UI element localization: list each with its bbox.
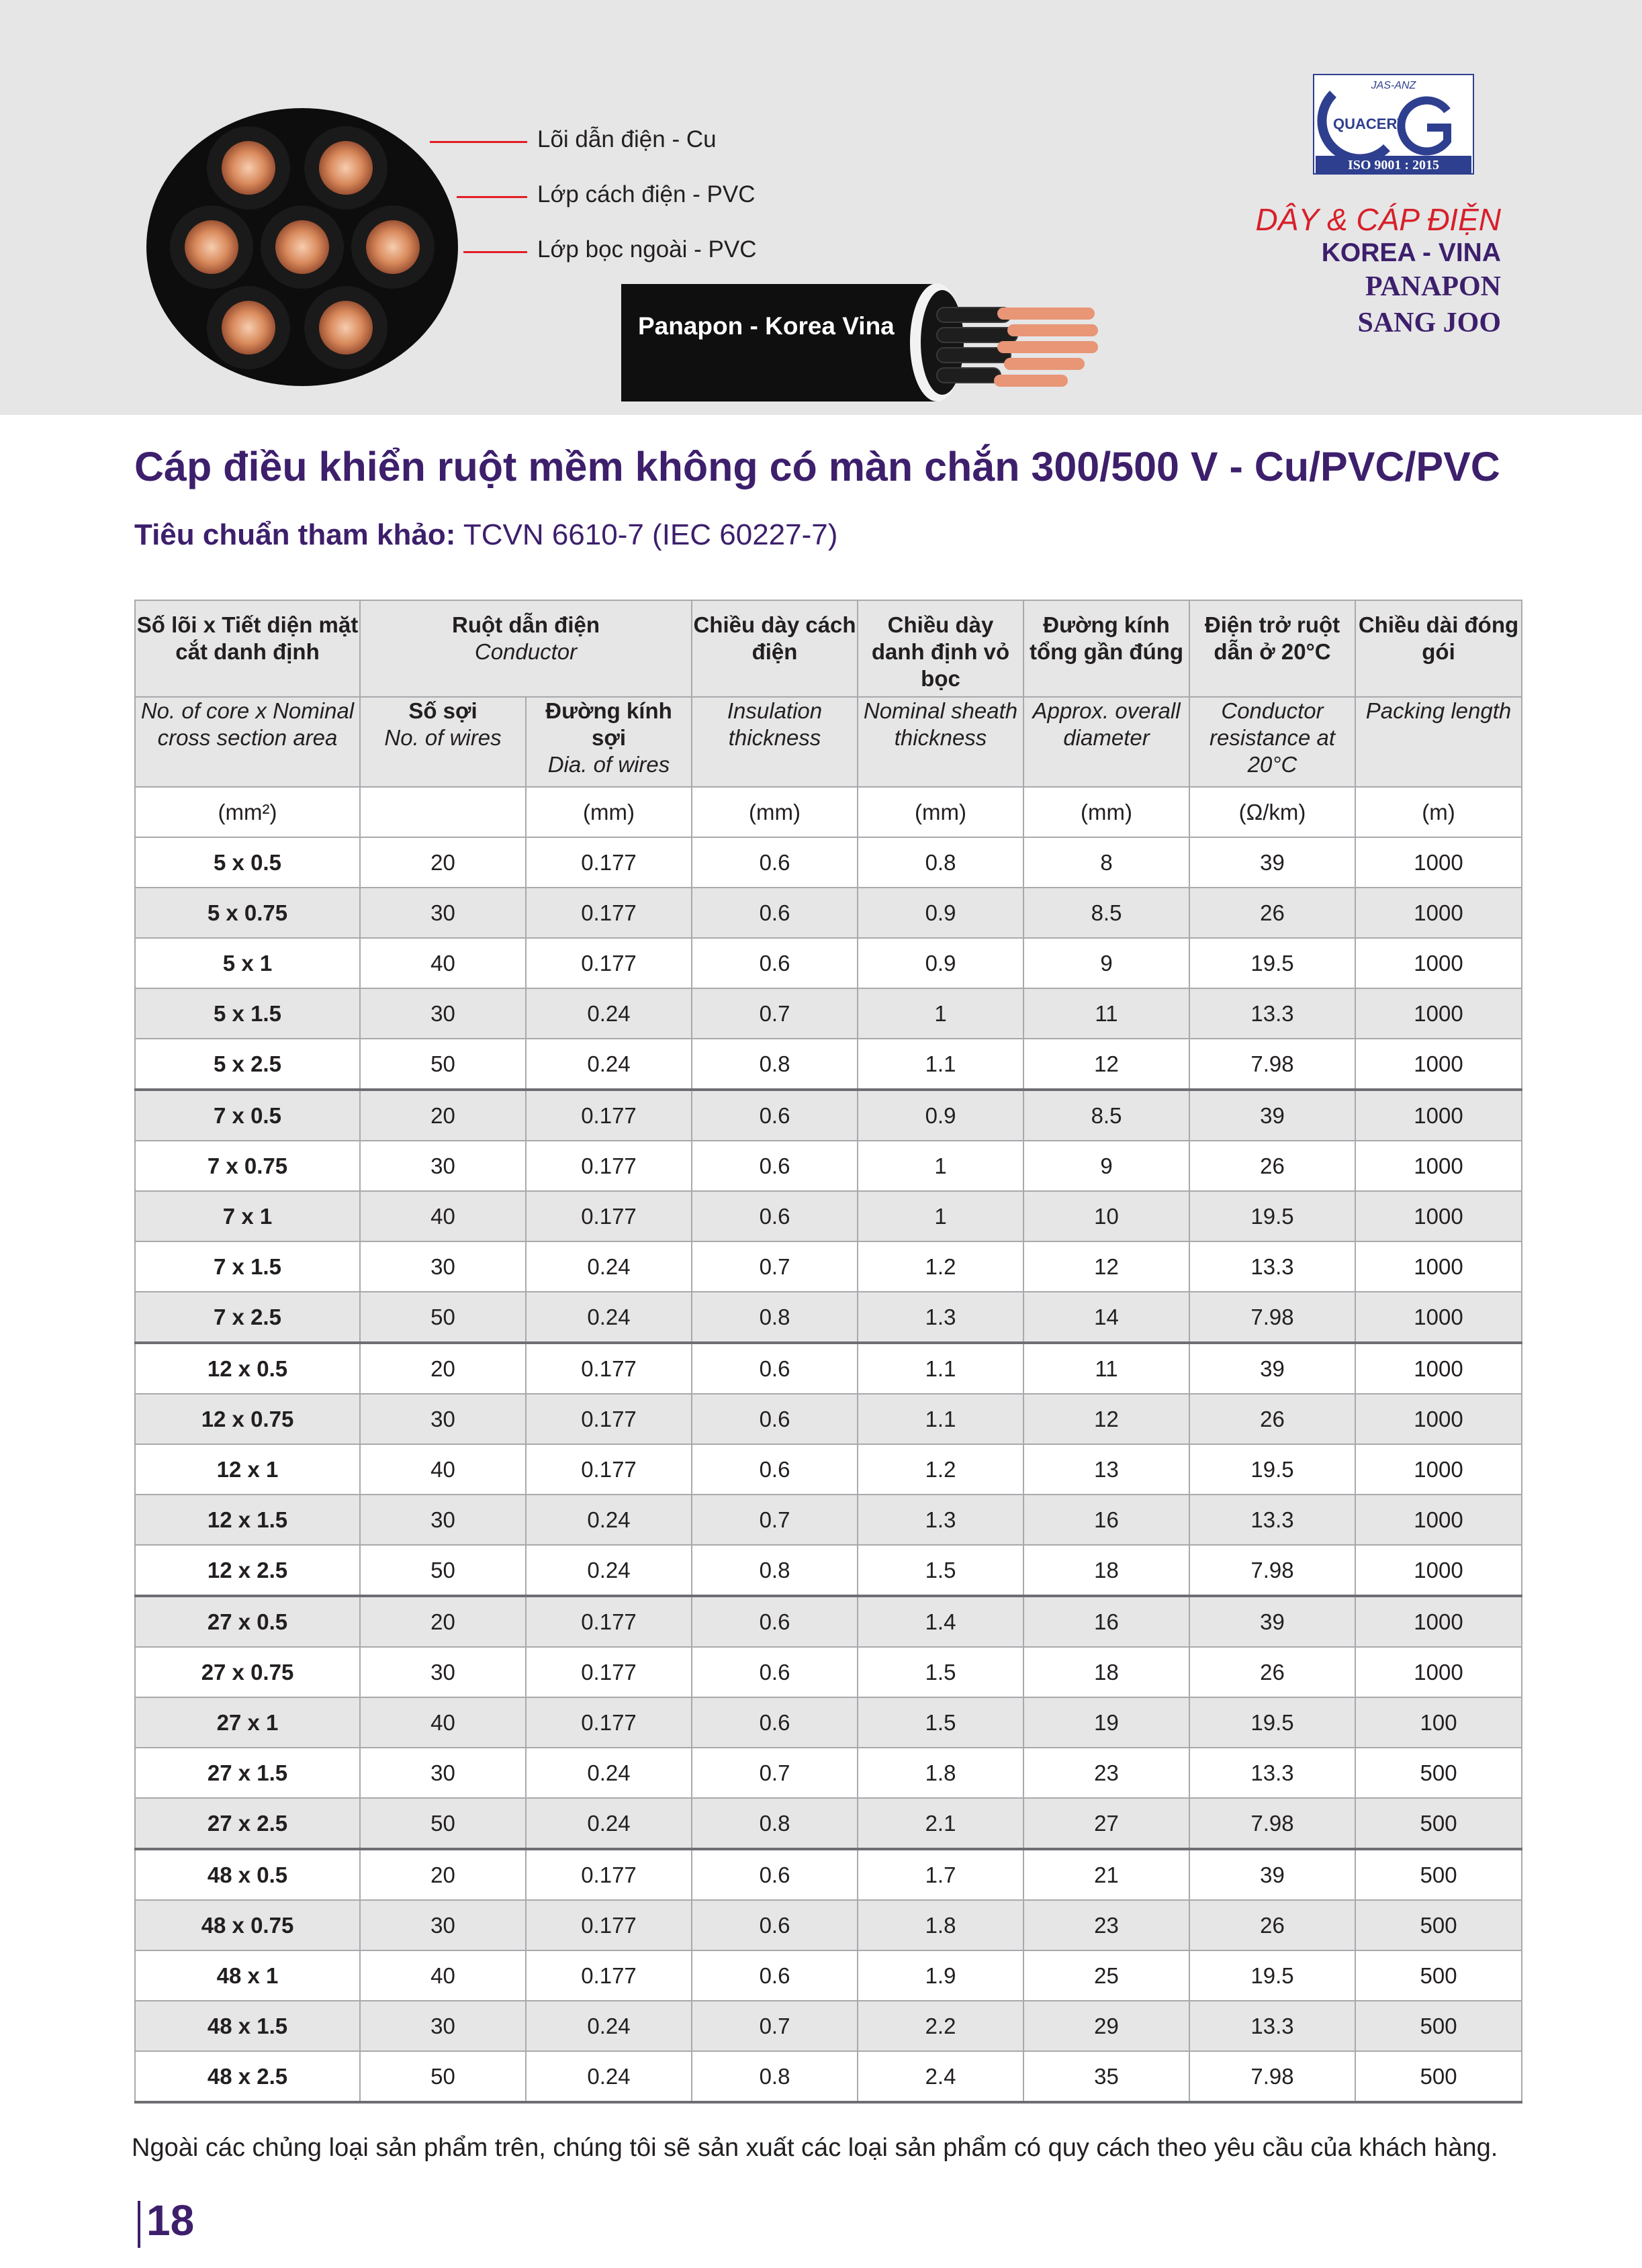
table-cell: 1000 [1355, 1647, 1522, 1697]
table-cell: 0.177 [526, 837, 692, 888]
row-core-section: 48 x 1.5 [135, 2001, 360, 2051]
table-cell: 0.6 [692, 1849, 858, 1900]
page-number: 18 [146, 2196, 195, 2245]
header-core-section: Số lõi x Tiết diện mặt cắt danh định [135, 600, 360, 697]
table-cell: 0.177 [526, 1394, 692, 1444]
table-cell: 0.6 [692, 1950, 858, 2001]
row-core-section: 5 x 0.75 [135, 888, 360, 938]
unit-cell: (mm) [858, 787, 1023, 837]
header-sheath: Chiều dày danh định vỏ bọc [858, 600, 1023, 697]
brand-line-3: PANAPON [1365, 271, 1501, 302]
table-cell: 0.177 [526, 1900, 692, 1950]
table-cell: 0.6 [692, 1191, 858, 1241]
table-row [135, 1697, 1522, 1748]
table-cell: 0.177 [526, 1849, 692, 1900]
table-cell: 39 [1189, 1849, 1355, 1900]
table-cell: 19.5 [1189, 1444, 1355, 1495]
table-cell: 0.6 [692, 837, 858, 888]
table-cell: 18 [1023, 1647, 1189, 1697]
row-core-section: 12 x 0.75 [135, 1394, 360, 1444]
header-resistance-en: Conductor resistance at 20°C [1189, 697, 1355, 787]
table-cell: 0.6 [692, 1444, 858, 1495]
table-row [135, 837, 1522, 888]
table-cell: 1000 [1355, 1141, 1522, 1191]
table-cell: 1000 [1355, 1191, 1522, 1241]
standard-label: Tiêu chuẩn tham khảo: [134, 518, 456, 551]
table-cell: 1000 [1355, 888, 1522, 938]
table-cell: 7.98 [1189, 1798, 1355, 1849]
row-core-section: 12 x 2.5 [135, 1545, 360, 1596]
table-cell: 12 [1023, 1241, 1189, 1292]
unit-cell: (mm²) [135, 787, 360, 837]
table-cell: 0.9 [858, 888, 1023, 938]
table-cell: 40 [360, 1444, 526, 1495]
table-cell: 39 [1189, 1343, 1355, 1394]
table-cell: 0.7 [692, 1748, 858, 1798]
table-row [135, 2051, 1522, 2102]
header-dia-en: Dia. of wires [547, 752, 670, 777]
table-row [135, 1090, 1522, 1141]
table-cell: 1000 [1355, 1039, 1522, 1090]
table-cell: 0.177 [526, 1950, 692, 2001]
table-row [135, 1545, 1522, 1596]
unit-cell: (m) [1355, 787, 1522, 837]
table-cell: 20 [360, 837, 526, 888]
table-cell: 500 [1355, 1748, 1522, 1798]
table-cell: 1000 [1355, 1596, 1522, 1647]
row-core-section: 7 x 2.5 [135, 1292, 360, 1343]
header-insulation-en: Insulation thickness [692, 697, 858, 787]
table-cell: 35 [1023, 2051, 1189, 2102]
table-cell: 0.6 [692, 888, 858, 938]
row-core-section: 5 x 1 [135, 938, 360, 988]
table-cell: 1.8 [858, 1748, 1023, 1798]
legend-leader-line [430, 141, 527, 143]
table-cell: 40 [360, 1191, 526, 1241]
table-cell: 2.1 [858, 1798, 1023, 1849]
table-cell: 0.6 [692, 1090, 858, 1141]
header-conductor-en: Conductor [474, 639, 578, 664]
table-cell: 13.3 [1189, 2001, 1355, 2051]
header-wires-vn: Số sợi [408, 698, 477, 723]
header-dia [526, 697, 692, 787]
table-row [135, 1849, 1522, 1900]
table-cell: 2.2 [858, 2001, 1023, 2051]
table-cell: 1000 [1355, 938, 1522, 988]
table-cell: 1.1 [858, 1343, 1023, 1394]
table-cell: 0.7 [692, 2001, 858, 2051]
table-cell: 50 [360, 2051, 526, 2102]
row-core-section: 5 x 1.5 [135, 988, 360, 1039]
table-cell: 39 [1189, 1090, 1355, 1141]
header-row-vn [135, 600, 1522, 697]
table-row [135, 1596, 1522, 1647]
table-cell: 1000 [1355, 1343, 1522, 1394]
table-cell: 19.5 [1189, 1950, 1355, 2001]
table-cell: 0.24 [526, 2001, 692, 2051]
cert-iso: ISO 9001 : 2015 [1347, 158, 1440, 173]
table-row [135, 1798, 1522, 1849]
table-cell: 39 [1189, 837, 1355, 888]
table-cell: 20 [360, 1090, 526, 1141]
table-cell: 1.9 [858, 1950, 1023, 2001]
table-cell: 0.177 [526, 1191, 692, 1241]
table-cell: 0.8 [692, 1039, 858, 1090]
table-cell: 500 [1355, 1798, 1522, 1849]
table-cell: 1000 [1355, 1241, 1522, 1292]
table-cell: 40 [360, 1950, 526, 2001]
header-dia-vn: Đường kính sợi [545, 698, 672, 750]
table-cell: 1.5 [858, 1697, 1023, 1748]
footnote: Ngoài các chủng loại sản phẩm trên, chúng tôi sẽ sản xuất các loại sản phẩm có quy cách theo yêu cầu của khách hàng. [132, 2134, 1498, 2162]
legend-conductor: Lõi dẫn điện - Cu [537, 126, 717, 152]
table-cell: 1.8 [858, 1900, 1023, 1950]
table-cell: 0.24 [526, 1292, 692, 1343]
table-cell: 0.6 [692, 1343, 858, 1394]
table-cell: 1000 [1355, 1444, 1522, 1495]
row-core-section: 27 x 0.75 [135, 1647, 360, 1697]
table-row [135, 888, 1522, 938]
table-cell: 100 [1355, 1697, 1522, 1748]
table-cell: 1.3 [858, 1292, 1023, 1343]
table-cell: 14 [1023, 1292, 1189, 1343]
table-cell: 8.5 [1023, 888, 1189, 938]
table-cell: 1.7 [858, 1849, 1023, 1900]
table-cell: 1000 [1355, 1545, 1522, 1596]
table-cell: 500 [1355, 2001, 1522, 2051]
row-core-section: 7 x 0.75 [135, 1141, 360, 1191]
table-cell: 18 [1023, 1545, 1189, 1596]
table-cell: 29 [1023, 2001, 1189, 2051]
table-cell: 27 [1023, 1798, 1189, 1849]
table-cell: 19.5 [1189, 1191, 1355, 1241]
table-cell: 12 [1023, 1394, 1189, 1444]
table-cell: 1000 [1355, 1292, 1522, 1343]
table-cell: 0.177 [526, 888, 692, 938]
row-core-section: 5 x 0.5 [135, 837, 360, 888]
table-cell: 10 [1023, 1191, 1189, 1241]
table-cell: 50 [360, 1798, 526, 1849]
header-sheath-en: Nominal sheath thickness [858, 697, 1023, 787]
table-cell: 30 [360, 1495, 526, 1545]
header-wires-en: No. of wires [384, 725, 502, 750]
table-row [135, 1343, 1522, 1394]
table-cell: 0.24 [526, 988, 692, 1039]
table-cell: 1000 [1355, 1495, 1522, 1545]
table-cell: 0.24 [526, 1545, 692, 1596]
table-cell: 1000 [1355, 988, 1522, 1039]
table-cell: 500 [1355, 2051, 1522, 2102]
brand-line-1: DÂY & CÁP ĐIỆN [1255, 202, 1501, 237]
table-body [135, 837, 1522, 2102]
table-cell: 1.2 [858, 1241, 1023, 1292]
table-cell: 50 [360, 1292, 526, 1343]
table-cell: 0.6 [692, 938, 858, 988]
quacert-iso-logo [1313, 74, 1474, 175]
table-cell: 25 [1023, 1950, 1189, 2001]
header-row-en [135, 697, 1522, 787]
table-cell: 9 [1023, 938, 1189, 988]
table-cell: 26 [1189, 1141, 1355, 1191]
table-cell: 0.8 [858, 837, 1023, 888]
table-cell: 9 [1023, 1141, 1189, 1191]
table-cell: 0.9 [858, 1090, 1023, 1141]
table-cell: 8 [1023, 837, 1189, 888]
units-row [135, 787, 1522, 837]
table-cell: 26 [1189, 1647, 1355, 1697]
row-core-section: 48 x 2.5 [135, 2051, 360, 2102]
page-title: Cáp điều khiển ruột mềm không có màn chắn 300/500 V - Cu/PVC/PVC [134, 444, 1500, 489]
row-core-section: 27 x 1 [135, 1697, 360, 1748]
table-cell: 1.3 [858, 1495, 1023, 1545]
table-cell: 7.98 [1189, 1292, 1355, 1343]
page-number-bar [138, 2201, 140, 2248]
header-insulation: Chiều dày cách điện [692, 600, 858, 697]
table-cell: 11 [1023, 1343, 1189, 1394]
table-row [135, 1141, 1522, 1191]
row-core-section: 5 x 2.5 [135, 1039, 360, 1090]
legend-insulation: Lớp cách điện - PVC [537, 181, 756, 207]
table-cell: 0.6 [692, 1394, 858, 1444]
table-cell: 40 [360, 938, 526, 988]
table-cell: 16 [1023, 1495, 1189, 1545]
table-row [135, 1241, 1522, 1292]
table-cell: 0.6 [692, 1900, 858, 1950]
table-row [135, 1647, 1522, 1697]
cable-side-image [621, 281, 1105, 408]
row-core-section: 7 x 0.5 [135, 1090, 360, 1141]
table-cell: 0.8 [692, 1798, 858, 1849]
table-cell: 19.5 [1189, 938, 1355, 988]
table-cell: 30 [360, 988, 526, 1039]
table-cell: 500 [1355, 1900, 1522, 1950]
table-cell: 21 [1023, 1849, 1189, 1900]
table-cell: 26 [1189, 1900, 1355, 1950]
table-row [135, 988, 1522, 1039]
brand-line-4: SANG JOO [1357, 308, 1501, 338]
standard-reference [134, 518, 837, 552]
table-cell: 1.5 [858, 1545, 1023, 1596]
table-cell: 0.6 [692, 1647, 858, 1697]
table-cell: 13.3 [1189, 1241, 1355, 1292]
table-cell: 7.98 [1189, 2051, 1355, 2102]
table-cell: 1.1 [858, 1039, 1023, 1090]
row-core-section: 27 x 1.5 [135, 1748, 360, 1798]
table-cell: 23 [1023, 1748, 1189, 1798]
table-cell: 0.8 [692, 1292, 858, 1343]
table-cell: 0.24 [526, 1798, 692, 1849]
unit-cell: (mm) [526, 787, 692, 837]
table-cell: 0.177 [526, 1444, 692, 1495]
table-row [135, 1039, 1522, 1090]
table-cell: 1.1 [858, 1394, 1023, 1444]
table-cell: 20 [360, 1343, 526, 1394]
table-cell: 0.177 [526, 1141, 692, 1191]
table-cell: 0.6 [692, 1596, 858, 1647]
table-cell: 20 [360, 1596, 526, 1647]
table-cell: 0.24 [526, 1241, 692, 1292]
table-row [135, 1292, 1522, 1343]
row-core-section: 7 x 1 [135, 1191, 360, 1241]
table-cell: 1000 [1355, 837, 1522, 888]
legend-leader-line [457, 196, 527, 198]
row-core-section: 48 x 1 [135, 1950, 360, 2001]
row-core-section: 7 x 1.5 [135, 1241, 360, 1292]
table-cell: 1.5 [858, 1647, 1023, 1697]
table-row [135, 2001, 1522, 2051]
table-cell: 26 [1189, 1394, 1355, 1444]
table-cell: 30 [360, 888, 526, 938]
table-cell: 500 [1355, 1950, 1522, 2001]
table-cell: 0.24 [526, 2051, 692, 2102]
cable-label: Panapon - Korea Vina [638, 312, 895, 340]
table-cell: 500 [1355, 1849, 1522, 1900]
table-cell: 0.177 [526, 938, 692, 988]
header-packing: Chiều dài đóng gói [1355, 600, 1522, 697]
table-cell: 13 [1023, 1444, 1189, 1495]
table-cell: 7.98 [1189, 1545, 1355, 1596]
table-cell: 8.5 [1023, 1090, 1189, 1141]
spec-table [134, 600, 1522, 2104]
table-cell: 0.9 [858, 938, 1023, 988]
table-cell: 0.7 [692, 1241, 858, 1292]
brand-line-2: KOREA - VINA [1321, 238, 1501, 267]
table-cell: 30 [360, 1241, 526, 1292]
unit-cell [360, 787, 526, 837]
header-core-section-en: No. of core x Nominal cross section area [135, 697, 360, 787]
row-core-section: 48 x 0.75 [135, 1900, 360, 1950]
table-cell: 16 [1023, 1596, 1189, 1647]
table-cell: 26 [1189, 888, 1355, 938]
table-cell: 30 [360, 1141, 526, 1191]
standard-value: TCVN 6610-7 (IEC 60227-7) [463, 518, 838, 551]
unit-cell: (mm) [692, 787, 858, 837]
table-cell: 19 [1023, 1697, 1189, 1748]
table-cell: 7.98 [1189, 1039, 1355, 1090]
table-cell: 1000 [1355, 1394, 1522, 1444]
table-cell: 13.3 [1189, 988, 1355, 1039]
table-row [135, 938, 1522, 988]
table-cell: 30 [360, 1394, 526, 1444]
legend-outer-sheath: Lớp bọc ngoài - PVC [537, 236, 757, 263]
table-cell: 1 [858, 1141, 1023, 1191]
table-cell: 1.4 [858, 1596, 1023, 1647]
unit-cell: (mm) [1023, 787, 1189, 837]
table-cell: 50 [360, 1545, 526, 1596]
header-diameter-en: Approx. overall diameter [1023, 697, 1189, 787]
row-core-section: 48 x 0.5 [135, 1849, 360, 1900]
row-core-section: 12 x 0.5 [135, 1343, 360, 1394]
cert-name: QUACERT [1333, 115, 1406, 132]
legend-leader-line [463, 251, 527, 253]
table-cell: 0.7 [692, 1495, 858, 1545]
row-core-section: 27 x 2.5 [135, 1798, 360, 1849]
row-core-section: 12 x 1 [135, 1444, 360, 1495]
table-cell: 13.3 [1189, 1748, 1355, 1798]
table-cell: 19.5 [1189, 1697, 1355, 1748]
table-cell: 0.177 [526, 1090, 692, 1141]
header-packing-en: Packing length [1355, 697, 1522, 787]
header-diameter: Đường kính tổng gần đúng [1023, 600, 1189, 697]
row-core-section: 27 x 0.5 [135, 1596, 360, 1647]
header-conductor [360, 600, 692, 697]
table-cell: 30 [360, 1900, 526, 1950]
table-cell: 0.24 [526, 1748, 692, 1798]
table-cell: 12 [1023, 1039, 1189, 1090]
table-cell: 11 [1023, 988, 1189, 1039]
table-row [135, 1444, 1522, 1495]
table-cell: 0.177 [526, 1697, 692, 1748]
table-cell: 30 [360, 1647, 526, 1697]
table-cell: 1.2 [858, 1444, 1023, 1495]
table-cell: 1000 [1355, 1090, 1522, 1141]
table-cell: 0.7 [692, 988, 858, 1039]
table-cell: 0.177 [526, 1647, 692, 1697]
table-cell: 0.24 [526, 1495, 692, 1545]
table-cell: 13.3 [1189, 1495, 1355, 1545]
table-cell: 0.6 [692, 1697, 858, 1748]
table-row [135, 1495, 1522, 1545]
header-conductor-vn: Ruột dẫn điện [452, 612, 600, 637]
table-cell: 0.8 [692, 2051, 858, 2102]
header-resistance: Điện trở ruột dẫn ở 20°C [1189, 600, 1355, 697]
table-cell: 1 [858, 1191, 1023, 1241]
table-cell: 0.6 [692, 1141, 858, 1191]
table-cell: 30 [360, 1748, 526, 1798]
table-row [135, 1394, 1522, 1444]
table-cell: 23 [1023, 1900, 1189, 1950]
table-cell: 50 [360, 1039, 526, 1090]
table-cell: 2.4 [858, 2051, 1023, 2102]
table-row [135, 1950, 1522, 2001]
cert-top-text: JAS-ANZ [1371, 80, 1416, 91]
row-core-section: 12 x 1.5 [135, 1495, 360, 1545]
table-cell: 0.8 [692, 1545, 858, 1596]
table-cell: 0.24 [526, 1039, 692, 1090]
table-cell: 40 [360, 1697, 526, 1748]
unit-cell: (Ω/km) [1189, 787, 1355, 837]
table-cell: 0.177 [526, 1596, 692, 1647]
cable-cross-section-image [144, 106, 460, 388]
header-wires [360, 697, 526, 787]
table-cell: 30 [360, 2001, 526, 2051]
table-row [135, 1900, 1522, 1950]
table-cell: 0.177 [526, 1343, 692, 1394]
table-cell: 1 [858, 988, 1023, 1039]
table-row [135, 1748, 1522, 1798]
table-cell: 20 [360, 1849, 526, 1900]
table-row [135, 1191, 1522, 1241]
table-cell: 39 [1189, 1596, 1355, 1647]
